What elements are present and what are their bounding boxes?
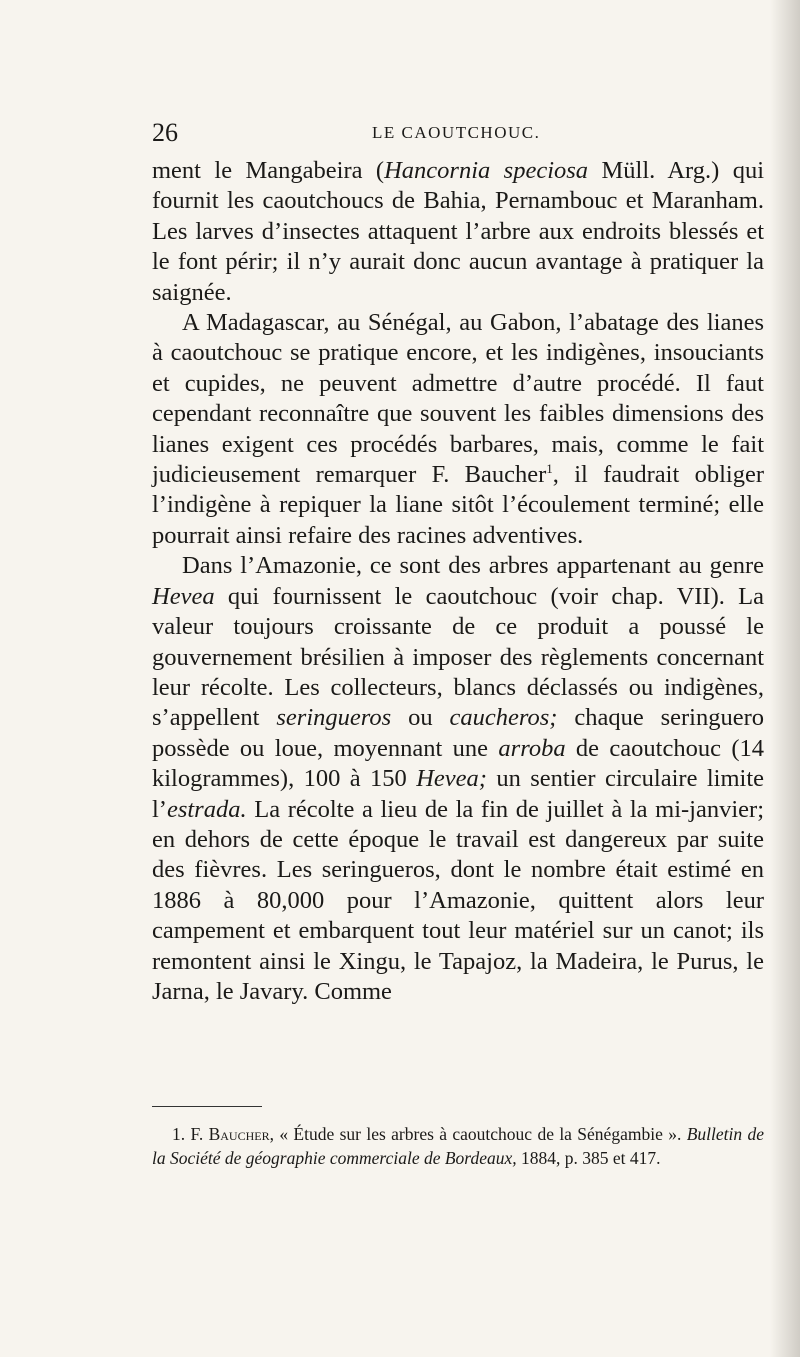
text-span: Dans l’Amazonie, ce sont des arbres appartenant au genre bbox=[182, 552, 764, 580]
italic-species-name: Hancornia speciosa bbox=[384, 157, 589, 184]
paragraph-1 bbox=[152, 156, 764, 308]
page-number: 26 bbox=[152, 118, 178, 147]
page-header bbox=[152, 118, 764, 148]
author-name: Baucher bbox=[208, 1124, 270, 1144]
text-span: un sentier circulaire limite l’ bbox=[152, 765, 765, 823]
italic-term: Hevea; bbox=[416, 765, 487, 793]
text-span: qui fournissent le caoutchouc (voir chap. VII). La valeur toujours croissante de ce produit a poussé le gouvernement brésilien à imposer des règlements concernant leur récolte. Les collecteurs, blancs déclassés ou indigènes, s’appellent bbox=[152, 582, 764, 732]
text-span: ou bbox=[391, 704, 450, 732]
footnote-divider bbox=[152, 1106, 262, 1107]
italic-term: arroba bbox=[498, 734, 566, 762]
running-title: LE CAOUTCHOUC. bbox=[372, 123, 541, 142]
text-span: ment le Mangabeira ( bbox=[152, 157, 385, 184]
paragraph-2 bbox=[152, 308, 764, 551]
page-edge-shadow bbox=[770, 0, 800, 1357]
italic-term: estrada. bbox=[166, 795, 247, 823]
italic-term: seringueros bbox=[276, 704, 392, 732]
italic-term: caucheros; bbox=[449, 704, 558, 732]
text-span: chaque seringuero possède ou loue, moyennant une bbox=[152, 704, 765, 762]
italic-term: Hevea bbox=[152, 582, 215, 610]
journal-title: Bulletin de la Société de géographie commerciale de Bordeaux, bbox=[152, 1124, 764, 1168]
footnote bbox=[152, 1122, 764, 1170]
text-span: , il faudrait obliger l’indigène à repiquer la liane sitôt l’écoulement terminé; elle pourrait ainsi refaire des racines adventives. bbox=[152, 461, 764, 549]
body-text bbox=[152, 156, 764, 1007]
text-span: 1884, p. 385 et 417. bbox=[516, 1148, 661, 1168]
text-span: 1. F. bbox=[172, 1124, 209, 1144]
paragraph-3 bbox=[152, 551, 764, 1007]
text-span: A Madagascar, au Sénégal, au Gabon, l’abatage des lianes à caoutchouc se pratique encore, et les indigènes, insouciants et cupides, ne peuvent admettre d’autre procédé. Il faut cependant reconnaître que souvent les faibles dimensions des lianes exigent ces procédés barbares, mais, comme le fait judicieusement remarquer F. Baucher bbox=[152, 309, 764, 489]
footnote-1 bbox=[152, 1122, 764, 1170]
footnote-ref: 1 bbox=[546, 460, 553, 476]
text-span: Müll. Arg.) qui fournit les caoutchoucs de Bahia, Pernambouc et Maranham. Les larves d’insectes attaquent l’arbre aux endroits blessés et le font périr; il n’y aurait donc aucun avantage à pratiquer la saignée. bbox=[152, 157, 764, 306]
text-span: , « Étude sur les arbres à caoutchouc de la Sénégambie ». bbox=[269, 1124, 687, 1144]
text-span: de caoutchouc (14 kilogrammes), 100 à 150 bbox=[152, 734, 764, 793]
text-span: La récolte a lieu de la fin de juillet à la mi-janvier; en dehors de cette époque le travail est dangereux par suite des fièvres. Les seringueros, dont le nombre était estimé en 1886 à 80,000 pour l’Amazonie, quittent alors leur campement et embarquent tout leur matériel sur un canot; ils remontent ainsi le Xingu, le Tapajoz, la Madeira, le Purus, le Jarna, le Javary. Comme bbox=[152, 795, 764, 1005]
